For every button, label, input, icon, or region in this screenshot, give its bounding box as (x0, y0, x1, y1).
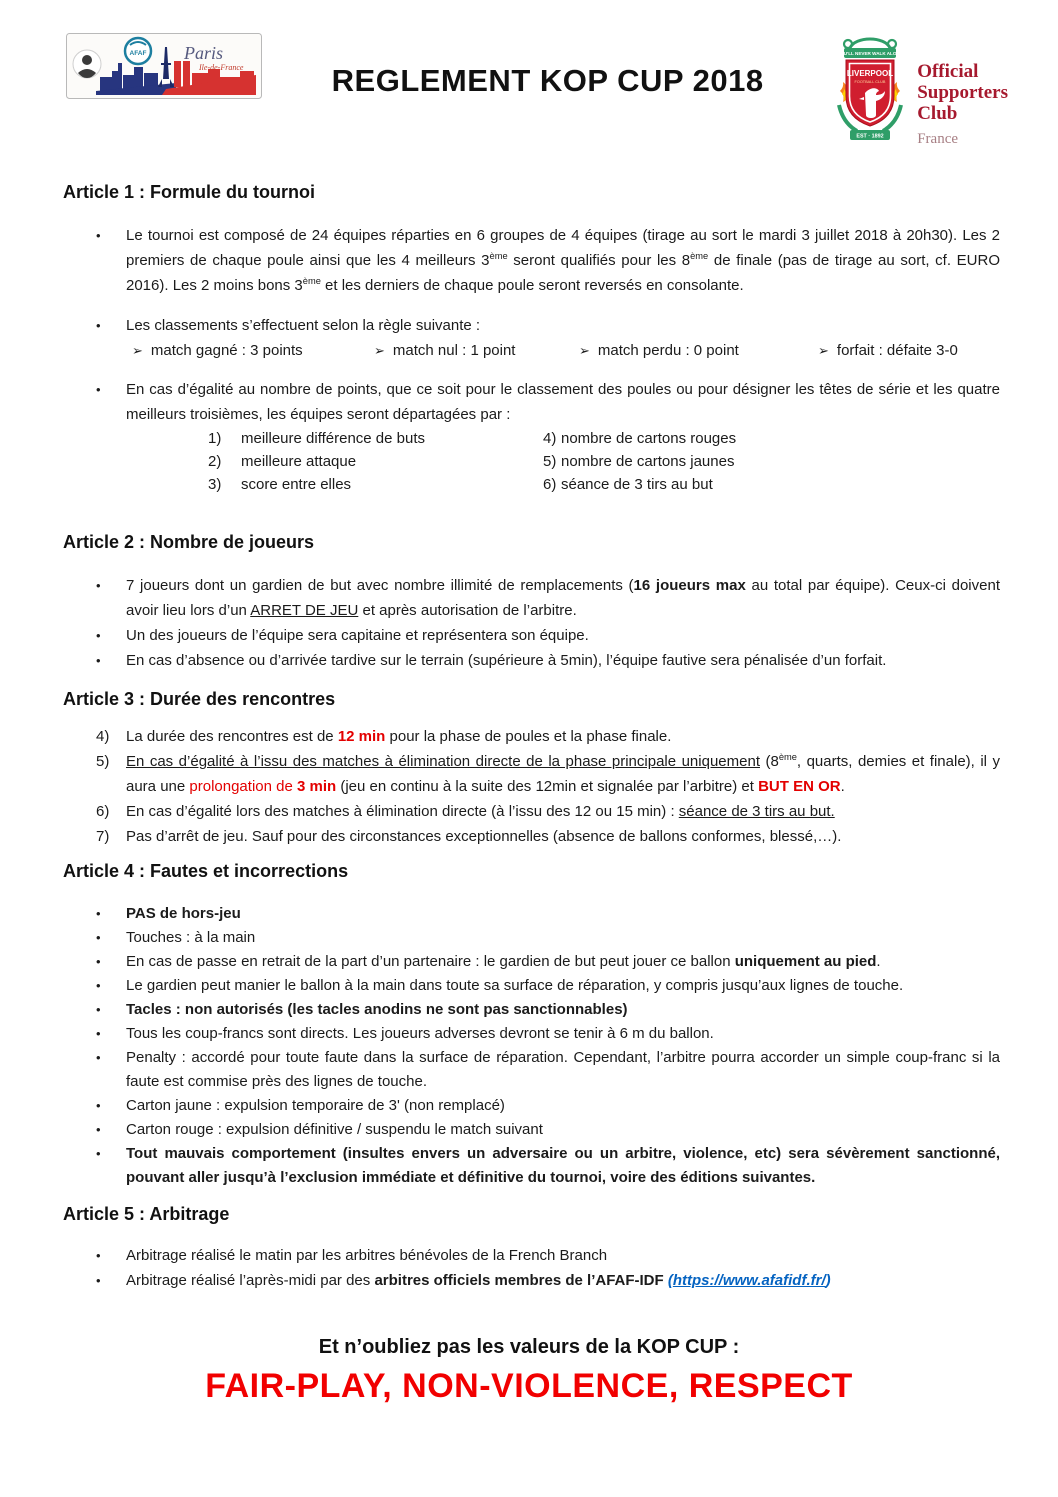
article-2-heading: Article 2 : Nombre de joueurs (63, 532, 315, 552)
article-3-heading: Article 3 : Durée des rencontres (63, 689, 336, 709)
osc-wordmark: Official Supporters Club France (917, 61, 1008, 150)
list-item: • Touches : à la main (63, 926, 1000, 950)
svg-text:LIVERPOOL: LIVERPOOL (847, 69, 894, 78)
arrow-bullet-icon: ➢ (132, 343, 143, 358)
arrow-bullet-icon: ➢ (818, 343, 829, 358)
list-item: • En cas d’égalité au nombre de points, que ce soit pour le classement des poules ou pour désigner les têtes de série et les quatre meilleurs troisièmes, les équipes seront départagées par : (63, 377, 1000, 427)
bullet-icon: • (96, 954, 101, 969)
numbered-item: 5) En cas d’égalité à l’issu des matches à élimination directe de la phase principale uniquement (8ème, quarts, demies et finale), il y aura une prolongation de 3 min (jeu en continu à la suite des 12min et signalée par l’arbitre) et BUT EN OR. (63, 749, 1000, 799)
idf-script-label: Ile-de-France (199, 63, 244, 72)
list-item: • Tacles : non autorisés (les tacles anodins ne sont pas sanctionnables) (63, 998, 1000, 1022)
bullet-icon: • (96, 653, 101, 668)
list-item: • Le gardien peut manier le ballon à la main dans toute sa surface de réparation, y compris jusqu’aux lignes de touche. (63, 974, 1000, 998)
document-header (0, 0, 1058, 150)
bullet-icon: • (96, 1098, 101, 1113)
portrait-photo-icon (73, 50, 101, 78)
article-5-heading: Article 5 : Arbitrage (63, 1204, 230, 1224)
bullet-icon: • (96, 1050, 101, 1065)
bullet-icon: • (96, 1122, 101, 1137)
bullet-icon: • (96, 1146, 101, 1161)
bullet-icon: • (96, 228, 101, 243)
svg-text:EST · 1892: EST · 1892 (856, 133, 884, 140)
paris-script-label: Paris (184, 43, 224, 63)
bullet-icon: • (96, 906, 101, 921)
numbered-item: 7) Pas d’arrêt de jeu. Sauf pour des circonstances exceptionnelles (absence de ballons conformes, blessé,…). (63, 824, 1000, 849)
bullet-icon: • (96, 930, 101, 945)
svg-text:YOU'LL NEVER WALK ALONE: YOU'LL NEVER WALK ALONE (837, 51, 904, 56)
list-item: • En cas d’absence ou d’arrivée tardive sur le terrain (supérieure à 5min), l’équipe fautive sera pénalisée d’un forfait. (63, 648, 1000, 673)
bullet-icon: • (96, 978, 101, 993)
tiebreaker-list: 1) meilleure différence de buts 4) nombre de cartons rouges 2) meilleure attaque 5) nombre de cartons jaunes 3) score entre elles 6) séance de 3 tirs au but (208, 430, 737, 493)
list-item: • Tout mauvais comportement (insultes envers un adversaire ou un arbitre, violence, etc) sera sévèrement sanctionné, pouvant aller jusqu’à l’exclusion immédiate et définitive du tournoi, voire des éditions suivantes. (63, 1142, 1000, 1190)
bullet-icon: • (96, 382, 101, 397)
bullet-icon: • (96, 1273, 101, 1288)
list-item: • Les classements s’effectuent selon la règle suivante : (63, 313, 1000, 338)
liverpool-crest-icon (833, 33, 907, 145)
svg-text:AFAF: AFAF (129, 50, 147, 57)
bullet-icon: • (96, 318, 101, 333)
item-number: 5) (96, 753, 110, 770)
page-title: REGLEMENT KOP CUP 2018 (331, 63, 764, 98)
item-number: 6) (96, 803, 110, 820)
bullet-icon: • (96, 578, 101, 593)
article-1-heading: Article 1 : Formule du tournoi (63, 182, 316, 202)
item-number: 7) (96, 828, 110, 845)
document-body (0, 182, 1058, 1293)
list-item: • Penalty : accordé pour toute faute dans la surface de réparation. Cependant, l’arbitre pourra accorder un simple coup-franc si la faute est commise près des lignes de touche. (63, 1046, 1000, 1094)
list-item: • Un des joueurs de l’équipe sera capitaine et représentera son équipe. (63, 623, 1000, 648)
list-item: • 7 joueurs dont un gardien de but avec nombre illimité de remplacements (16 joueurs max au total par équipe). Ceux-ci doivent avoir lieu lors d’un ARRET DE JEU et après autorisation de l’arbitre. (63, 573, 1000, 623)
numbered-item: 4) La durée des rencontres est de 12 min pour la phase de poules et la phase finale. (63, 724, 1000, 749)
item-number: 4) (96, 728, 110, 745)
svg-text:FOOTBALL CLUB: FOOTBALL CLUB (854, 80, 886, 84)
osc-logo-block (833, 33, 1008, 150)
article-4-heading: Article 4 : Fautes et incorrections (63, 861, 349, 881)
footer-slogan (0, 1336, 1058, 1406)
footer-values-intro: Et n’oubliez pas les valeurs de la KOP CUP : (318, 1336, 740, 1358)
list-item: • Arbitrage réalisé le matin par les arbitres bénévoles de la French Branch (63, 1243, 1000, 1268)
points-rules-row: ➢ match gagné : 3 points ➢ match nul : 1 point ➢ match perdu : 0 point ➢ forfait : défaite 3-0 (132, 338, 1000, 363)
afaf-paris-logo (66, 33, 262, 99)
list-item: • PAS de hors-jeu (63, 902, 1000, 926)
footer-values-slogan: FAIR-PLAY, NON-VIOLENCE, RESPECT (205, 1367, 853, 1405)
list-item: • Carton rouge : expulsion définitive / suspendu le match suivant (63, 1118, 1000, 1142)
hyperlink[interactable]: https://www.afafidf.fr/ (672, 1272, 826, 1289)
list-item: • Tous les coup-francs sont directs. Les joueurs adverses devront se tenir à 6 m du ballon. (63, 1022, 1000, 1046)
afaf-badge-icon (125, 38, 151, 64)
bullet-icon: • (96, 1026, 101, 1041)
bullet-icon: • (96, 1002, 101, 1017)
arrow-bullet-icon: ➢ (374, 343, 385, 358)
bullet-icon: • (96, 1248, 101, 1263)
numbered-item: 6) En cas d’égalité lors des matches à élimination directe (à l’issu des 12 ou 15 min) : séance de 3 tirs au but. (63, 799, 1000, 824)
list-item: • Le tournoi est composé de 24 équipes réparties en 6 groupes de 4 équipes (tirage au sort le mardi 3 juillet 2018 à 20h30). Les 2 premiers de chaque poule ainsi que les 4 meilleurs 3ème seront qualifiés pour les 8ème de finale (pas de tirage au sort, cf. EURO 2016). Les 2 moins bons 3ème et les derniers de chaque poule seront reversés en consolante. (63, 223, 1000, 298)
arrow-bullet-icon: ➢ (579, 343, 590, 358)
list-item: • Arbitrage réalisé l’après-midi par des arbitres officiels membres de l’AFAF-IDF (https://www.afafidf.fr/) (63, 1268, 1000, 1293)
list-item: • En cas de passe en retrait de la part d’un partenaire : le gardien de but peut jouer ce ballon uniquement au pied. (63, 950, 1000, 974)
bullet-icon: • (96, 628, 101, 643)
osc-france-label: France (917, 131, 959, 147)
list-item: • Carton jaune : expulsion temporaire de 3' (non remplacé) (63, 1094, 1000, 1118)
